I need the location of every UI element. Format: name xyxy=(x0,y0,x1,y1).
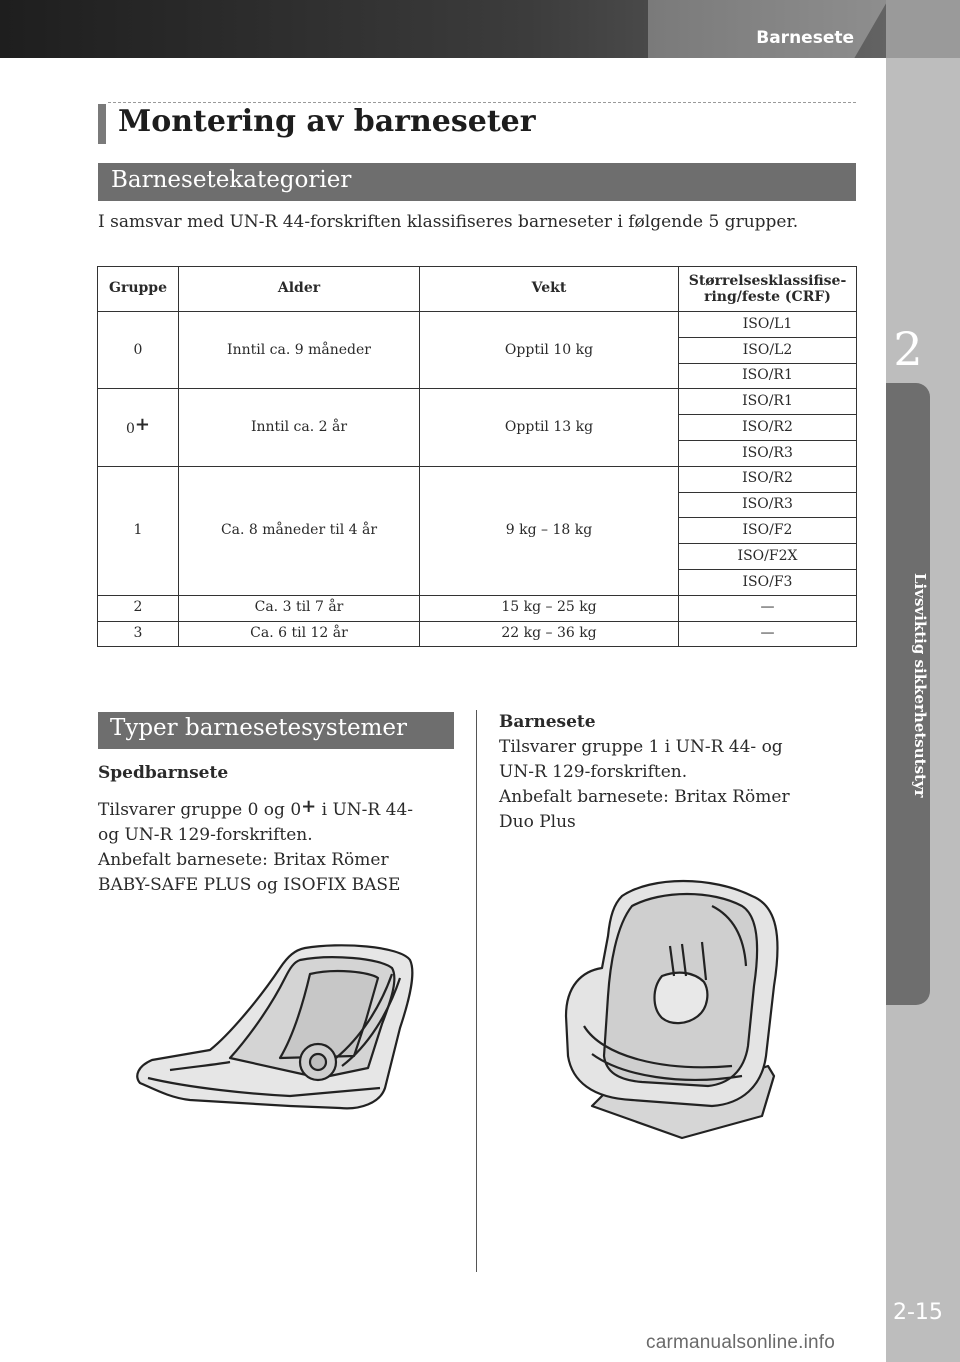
cell-vekt: Opptil 10 kg xyxy=(420,312,679,389)
cell-gruppe: 1 xyxy=(98,466,179,595)
table-row xyxy=(98,389,857,415)
cell-crf: ISO/F3 xyxy=(679,569,857,595)
child-seat-line: Tilsvarer gruppe 1 i UN-R 44- og xyxy=(499,737,783,757)
table-row xyxy=(98,595,857,621)
cell-crf: ISO/R2 xyxy=(679,466,857,492)
infant-seat-title: Spedbarnsete xyxy=(98,763,229,783)
cell-crf: ISO/R1 xyxy=(679,363,857,389)
cell-crf: ISO/R3 xyxy=(679,440,857,466)
cell-crf: — xyxy=(679,621,857,647)
infant-seat-text xyxy=(98,761,468,898)
child-seat-text xyxy=(499,710,859,835)
cell-crf: — xyxy=(679,595,857,621)
chapter-label: Livsviktig sikkerhetsutstyr xyxy=(911,573,929,798)
header-vekt: Vekt xyxy=(420,267,679,312)
header-crf-line1: Størrelsesklassifise- xyxy=(688,272,847,289)
cell-vekt: 22 kg – 36 kg xyxy=(420,621,679,647)
header-alder: Alder xyxy=(179,267,420,312)
cell-gruppe: 3 xyxy=(98,621,179,647)
child-seat-title: Barnesete xyxy=(499,712,596,732)
child-seat-line: Duo Plus xyxy=(499,812,576,832)
plus-icon: + xyxy=(134,413,150,435)
cell-crf: ISO/F2 xyxy=(679,518,857,544)
cell-vekt: 9 kg – 18 kg xyxy=(420,466,679,595)
infant-text-part: i UN-R 44- xyxy=(316,800,414,820)
page-title: Montering av barneseter xyxy=(118,104,536,139)
cell-alder: Inntil ca. 9 måneder xyxy=(179,312,420,389)
intro-paragraph: I samsvar med UN-R 44-forskriften klassifiseres barneseter i følgende 5 grupper. xyxy=(98,212,799,232)
section-heading-text: Typer barnesetesystemer xyxy=(110,715,407,741)
header-crf-line2: ring/feste (CRF) xyxy=(704,289,831,305)
watermark: carmanualsonline.info xyxy=(646,1332,836,1353)
group-table xyxy=(97,266,857,647)
cell-alder: Ca. 6 til 12 år xyxy=(179,621,420,647)
header-crf xyxy=(679,267,857,312)
child-seat-line: Anbefalt barnesete: Britax Römer xyxy=(499,787,790,807)
title-accent-bar xyxy=(98,104,106,144)
cell-gruppe: 2 xyxy=(98,595,179,621)
cell-crf: ISO/L1 xyxy=(679,312,857,338)
header-gruppe: Gruppe xyxy=(98,267,179,312)
page-number: 2-15 xyxy=(893,1300,943,1325)
table-row xyxy=(98,312,857,338)
section-title: Barnesete xyxy=(756,28,854,48)
chapter-number: 2 xyxy=(893,322,923,376)
cell-crf: ISO/L2 xyxy=(679,337,857,363)
cell-vekt: 15 kg – 25 kg xyxy=(420,595,679,621)
column-divider xyxy=(476,710,477,1272)
table-header-row xyxy=(98,267,857,312)
infant-text-part: Tilsvarer gruppe 0 og 0 xyxy=(98,800,302,820)
child-seat-line: UN-R 129-forskriften. xyxy=(499,762,688,782)
cell-gruppe: 0 xyxy=(98,312,179,389)
cell-alder: Ca. 8 måneder til 4 år xyxy=(179,466,420,595)
title-rule xyxy=(108,102,856,103)
cell-alder: Inntil ca. 2 år xyxy=(179,389,420,466)
cell-alder: Ca. 3 til 7 år xyxy=(179,595,420,621)
infant-seat-line: og UN-R 129-forskriften. xyxy=(98,825,313,845)
gruppe-number: 0 xyxy=(125,420,135,437)
cell-vekt: Opptil 13 kg xyxy=(420,389,679,466)
cell-crf: ISO/R2 xyxy=(679,415,857,441)
infant-seat-line: BABY-SAFE PLUS og ISOFIX BASE xyxy=(98,875,401,895)
plus-icon: + xyxy=(301,796,317,817)
cell-crf: ISO/F2X xyxy=(679,544,857,570)
cell-crf: ISO/R1 xyxy=(679,389,857,415)
section-heading-types xyxy=(98,712,454,749)
section-heading-text: Barnesetekategorier xyxy=(111,167,352,193)
cell-crf: ISO/R3 xyxy=(679,492,857,518)
infant-seat-line: Anbefalt barnesete: Britax Römer xyxy=(98,850,389,870)
table-row xyxy=(98,621,857,647)
child-seat-illustration xyxy=(562,876,782,1146)
side-rail-top xyxy=(886,0,960,58)
table-row xyxy=(98,466,857,492)
cell-gruppe xyxy=(98,389,179,466)
section-heading-categories xyxy=(98,163,856,201)
infant-carrier-illustration xyxy=(130,938,420,1118)
infant-seat-line xyxy=(98,797,468,823)
